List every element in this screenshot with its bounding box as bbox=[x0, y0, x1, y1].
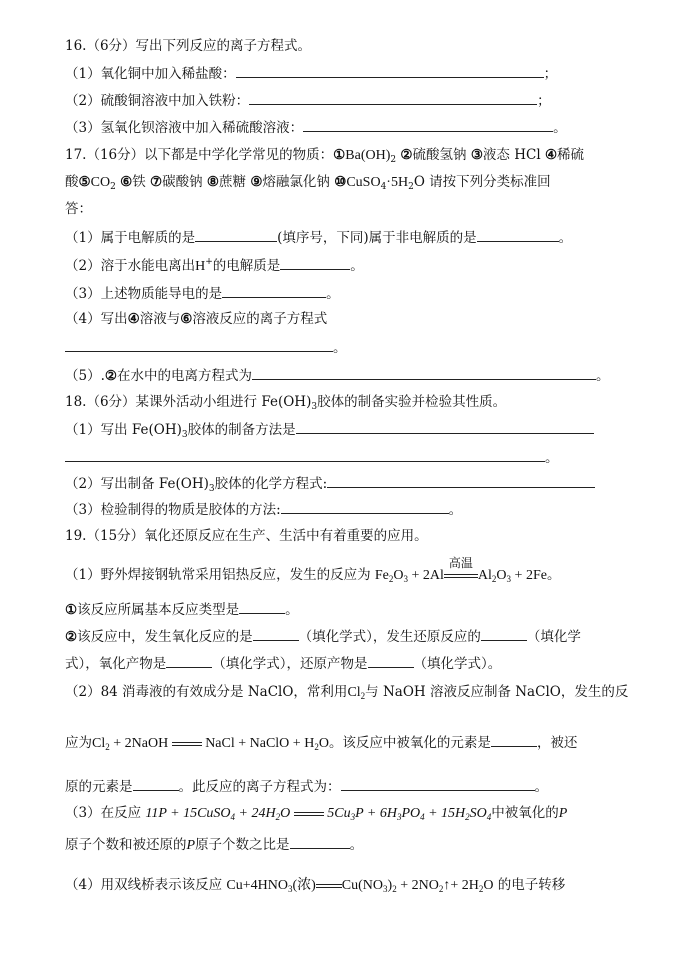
q19-item-4-text: （4）用双线桥表示该反应 bbox=[65, 877, 223, 893]
substance-1: Ba(OH) bbox=[345, 148, 391, 163]
q16-item-2-end: ； bbox=[537, 93, 551, 109]
reaction-condition bbox=[444, 556, 478, 585]
q17-item-2-text: （2）溶于水能电离出 bbox=[65, 258, 196, 274]
q19-item-2-tail-b: ，被还 bbox=[536, 735, 578, 751]
circled-6: ⑥ bbox=[180, 311, 193, 327]
q17-item-5 bbox=[65, 366, 610, 385]
answer-blank[interactable] bbox=[133, 777, 179, 791]
q19-sub-2-mid-b: （填化学式），还原产物是 bbox=[212, 656, 368, 672]
q17-item-2-mid: 的电解质是 bbox=[212, 258, 281, 274]
circled-1: ① bbox=[65, 602, 78, 618]
q19-item-1-text: （1）野外焊接钢轨常采用铝热反应，发生的反应为 bbox=[65, 567, 371, 583]
q18-item-2: （2）写出制备 $Fe(OH)_3$胶体的化学方程式: bbox=[65, 474, 595, 493]
substance-10-hydrate: ·5H bbox=[386, 175, 409, 190]
q19-item-3-text-b: 原子个数和被还原的 bbox=[65, 837, 187, 853]
substance-9: 熔融氯化钠 bbox=[262, 174, 330, 190]
q17-line-3: 答： bbox=[65, 201, 92, 217]
q19-item-1-end: 。 bbox=[546, 567, 561, 583]
q18-item-1-text: （1）写出 Fe(OH) bbox=[65, 422, 182, 438]
circled-7: ⑦ bbox=[150, 174, 163, 190]
q17-item-3-text: （3）上述物质能导电的是 bbox=[65, 286, 223, 302]
answer-blank[interactable] bbox=[65, 338, 333, 352]
q19-item-3-mid-b: 原子个数之比是 bbox=[195, 837, 290, 853]
answer-blank[interactable] bbox=[195, 228, 277, 242]
substance-6: 铁 bbox=[132, 174, 146, 190]
answer-blank[interactable] bbox=[280, 256, 350, 270]
q17-item-5-mid: 在水中的电离方程式为 bbox=[117, 368, 252, 384]
q19-title: 19.（15分）氧化还原反应在生产、生活中有着重要的应用。 bbox=[65, 528, 428, 544]
answer-blank[interactable] bbox=[481, 627, 527, 641]
chlorine-naoh-equation: $Cl_2$ + 2NaOH NaCl + NaClO + $H_2O$ bbox=[92, 736, 329, 752]
q16-item-3-text: （3）氢氧化钡溶液中加入稀硫酸溶液： bbox=[65, 120, 304, 136]
q19-sub-2-tail: （填化学 bbox=[526, 629, 581, 645]
circled-5: ⑤ bbox=[78, 174, 91, 190]
q16-item-3-end: 。 bbox=[553, 120, 567, 136]
q16-title: 16.（6分）写出下列反应的离子方程式。 bbox=[65, 38, 312, 54]
q18-item-2-text: （2）写出制备 Fe(OH) bbox=[65, 476, 209, 492]
q17-line-2: 酸$⑤CO_2$ ⑥铁 ⑦碳酸钠 ⑧蔗糖 ⑨熔融氯化钠 $⑩CuSO_4\cdot 5H_2O$ 请按下列分类标准回 bbox=[65, 174, 551, 192]
q19-item-2-tail: 与 NaOH 溶液反应制备 NaClO，发生的反 bbox=[365, 684, 629, 700]
q19-sub-1-text: 该反应所属基本反应类型是 bbox=[77, 602, 240, 618]
answer-blank[interactable] bbox=[65, 448, 545, 462]
q19-item-3-mid: 中被氧化的 bbox=[491, 805, 559, 821]
answer-blank[interactable] bbox=[477, 228, 559, 242]
q16-item-3 bbox=[65, 118, 567, 137]
answer-blank[interactable] bbox=[303, 118, 553, 132]
q18-item-1-end: 。 bbox=[545, 450, 559, 466]
circled-4: ④ bbox=[544, 147, 558, 163]
q17-item-1 bbox=[65, 228, 572, 247]
q17-item-5-text: （5）. bbox=[65, 368, 105, 384]
q17-item-1-mid: (填序号，下同)属于非电解质的是 bbox=[277, 230, 477, 246]
substance-4: 稀硫 bbox=[557, 147, 585, 163]
answer-blank[interactable] bbox=[341, 777, 535, 791]
answer-blank[interactable] bbox=[368, 654, 414, 668]
q17-item-1-text: （1）属于电解质的是 bbox=[65, 230, 196, 246]
answer-blank[interactable] bbox=[222, 284, 326, 298]
substance-10-tail: O 请按下列分类标准回 bbox=[413, 174, 551, 190]
q16-item-1-text: （1）氧化铜中加入稀盐酸： bbox=[65, 66, 236, 82]
hydrogen-ion: H bbox=[195, 259, 206, 274]
answer-blank[interactable] bbox=[239, 600, 285, 614]
q18-item-3 bbox=[65, 500, 462, 519]
q17-item-1-end: 。 bbox=[558, 230, 573, 246]
q18-item-1-answer bbox=[65, 448, 559, 467]
q17-line-2-start: 酸 bbox=[65, 174, 79, 190]
answer-blank[interactable] bbox=[290, 835, 350, 849]
q17-item-4-text: （4）写出 bbox=[65, 311, 128, 327]
q17-item-4-end: 。 bbox=[333, 340, 347, 356]
q16-item-1-end: ； bbox=[543, 66, 558, 82]
answer-blank[interactable] bbox=[253, 627, 299, 641]
answer-blank[interactable] bbox=[252, 366, 596, 380]
q17-item-2-end: 。 bbox=[350, 258, 364, 274]
circled-1: ① bbox=[333, 147, 346, 163]
circled-2: ② bbox=[400, 147, 413, 163]
q19-item-3-end: 。 bbox=[349, 837, 364, 853]
q19-item-2-mid: 。该反应中被氧化的元素是 bbox=[328, 735, 491, 751]
q17-item-2: （2）溶于水能电离出H+的电解质是 。 bbox=[65, 257, 364, 274]
q17-item-3 bbox=[65, 284, 340, 303]
q19-sub-1-end: 。 bbox=[285, 602, 299, 618]
q19-item-2 bbox=[65, 683, 628, 702]
q19-item-2-text-b: 应为 bbox=[65, 735, 92, 751]
q17-item-4-answer bbox=[65, 338, 347, 357]
q17-item-4-mid: 溶液与 bbox=[139, 311, 181, 327]
q19-item-2-eq-line bbox=[65, 733, 577, 753]
substance-10: CuSO bbox=[346, 175, 381, 190]
q19-sub-2-end: （填化学式）。 bbox=[413, 656, 502, 672]
answer-blank[interactable] bbox=[281, 500, 449, 514]
q19-item-2-text: （2）84 消毒液的有效成分是 NaClO，常利用 bbox=[65, 684, 348, 700]
q19-sub-2-cont bbox=[65, 654, 501, 673]
q18-item-3-text: （3）检验制得的物质是胶体的方法: bbox=[65, 502, 281, 518]
q19-item-2-cont bbox=[65, 777, 548, 796]
q19-sub-2-mid: （填化学式），发生还原反应的 bbox=[298, 629, 481, 645]
q18-item-3-end: 。 bbox=[448, 502, 463, 518]
circled-8: ⑧ bbox=[206, 174, 220, 190]
answer-blank[interactable] bbox=[249, 91, 537, 105]
circled-2: ② bbox=[104, 368, 117, 384]
answer-blank[interactable] bbox=[296, 420, 594, 434]
condition-high-temp: 高温 bbox=[448, 556, 473, 570]
q16-item-2 bbox=[65, 91, 551, 110]
thermite-equation: $Fe_2O_3 + 2Al$ 高温 $Al_2O_3 + 2Fe$ bbox=[374, 556, 547, 584]
circled-3: ③ bbox=[470, 147, 483, 163]
q19-sub-2 bbox=[65, 627, 581, 646]
circled-2: ② bbox=[65, 629, 78, 645]
q17-item-5-end: 。 bbox=[596, 368, 610, 384]
q19-item-4-tail: 的电子转移 bbox=[497, 877, 566, 893]
q19-item-3-text: （3）在反应 bbox=[65, 805, 142, 821]
q18-item-1: （1）写出 $Fe(OH)_3$胶体的制备方法是 bbox=[65, 420, 594, 439]
q19-item-3-cont: 原子个数和被还原的P原子个数之比是 。 bbox=[65, 837, 364, 853]
q19-item-1 bbox=[65, 556, 561, 585]
circled-10: ⑩ bbox=[334, 174, 347, 190]
answer-blank[interactable] bbox=[327, 474, 595, 488]
q17-item-4 bbox=[65, 310, 327, 328]
q18-title: 18.（6分）某课外活动小组进行 $Fe(OH)_3$胶体的制备实验并检验其性质。 bbox=[65, 394, 507, 412]
q16-item-1 bbox=[65, 64, 557, 83]
q19-item-2-text-c: 原的元素是 bbox=[65, 779, 133, 795]
substance-5: CO bbox=[90, 175, 111, 190]
circled-9: ⑨ bbox=[250, 174, 263, 190]
answer-blank[interactable] bbox=[491, 733, 537, 747]
q19-sub-2-text: 该反应中，发生氧化反应的是 bbox=[77, 629, 253, 645]
q16-item-2-text: （2）硫酸铜溶液中加入铁粉： bbox=[65, 93, 250, 109]
q19-item-2-end: 。 bbox=[534, 779, 548, 795]
substance-7: 碳酸钠 bbox=[162, 174, 203, 190]
substance-2: 硫酸氢钠 bbox=[412, 147, 467, 163]
q18-item-2-mid: 胶体的化学方程式: bbox=[214, 476, 328, 492]
q18-title-tail: 胶体的制备实验并检验其性质。 bbox=[317, 394, 507, 410]
q19-sub-2-text-b: 式），氧化产物是 bbox=[65, 656, 167, 672]
circled-6: ⑥ bbox=[120, 174, 133, 190]
circled-4: ④ bbox=[127, 311, 140, 327]
answer-blank[interactable] bbox=[166, 654, 212, 668]
q17-title: 17.（16分）以下都是中学化学常见的物质： bbox=[65, 147, 334, 163]
substance-3: 液态 HCl bbox=[482, 147, 541, 163]
answer-blank[interactable] bbox=[236, 64, 544, 78]
phosphorus-equation: 11P + 15CuSO$_4$ + $24H_2O$ $5Cu_3P + 6H_3PO_4 + 15H_2SO_4$ bbox=[145, 806, 492, 822]
chlorine-formula: $Cl_2$ bbox=[347, 685, 366, 701]
q19-item-3: （3）在反应 11P + 15CuSO$_4$ + $24H_2O$ $5Cu_3P + 6H_3PO_4 + 15H_2SO_4$中被氧化的P bbox=[65, 805, 568, 822]
q17-item-3-end: 。 bbox=[326, 286, 340, 302]
q17-item-4-tail: 溶液反应的离子方程式 bbox=[192, 311, 328, 327]
q19-item-4 bbox=[65, 876, 565, 895]
copper-nitric-equation: $Cu+4HNO_3$(浓) $Cu(NO_3)_2$ + $2NO_2↑+ 2H_2O$ bbox=[226, 878, 494, 894]
substance-8: 蔗糖 bbox=[219, 174, 247, 190]
q18-title-text: 18.（6分）某课外活动小组进行 Fe(OH) bbox=[65, 394, 312, 410]
q19-item-2-mid-c: 。此反应的离子方程式为： bbox=[178, 779, 341, 795]
q17-line-1: 17.（16分）以下都是中学化学常见的物质：$①Ba(OH)_2$ ②硫酸氢钠 ③液态 HCl ④稀硫 bbox=[65, 147, 585, 165]
q19-sub-1 bbox=[65, 600, 299, 619]
q18-item-1-mid: 胶体的制备方法是 bbox=[187, 422, 296, 438]
